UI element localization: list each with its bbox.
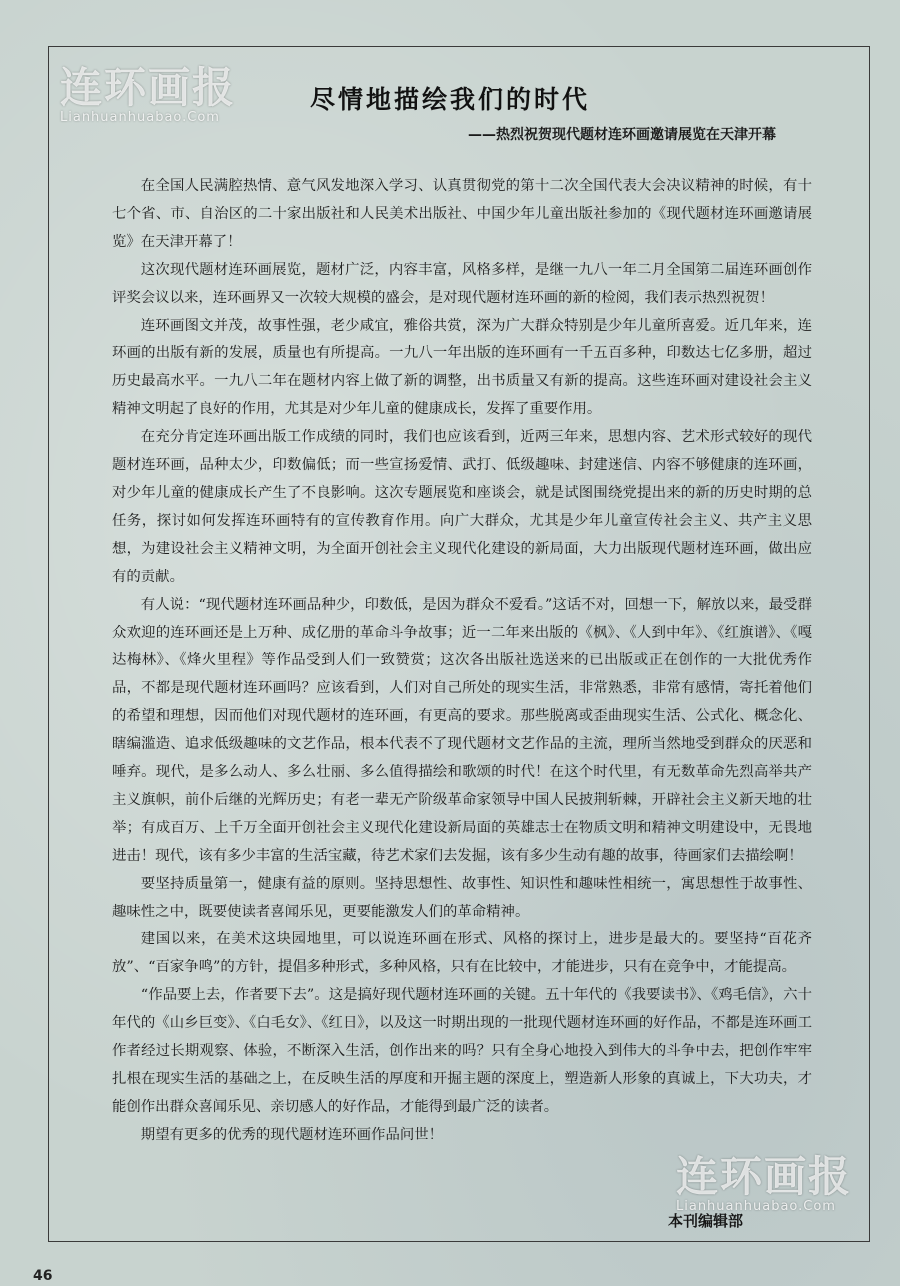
paragraph: 期望有更多的优秀的现代题材连环画作品问世！ — [140, 1126, 444, 1143]
editorial-signature: 本刊编辑部 — [668, 1212, 744, 1230]
article-title: 尽情地描绘我们的时代 — [309, 85, 590, 114]
article-subtitle: ——热烈祝贺现代题材连环画邀请展览在天津开幕 — [468, 127, 776, 143]
page-number: 46 — [33, 1268, 53, 1284]
watermark-url: Lianhuanhuabao.Com — [60, 110, 220, 125]
paragraph: 要坚持质量第一，健康有益的原则。坚持思想性、故事性、知识性和趣味性相统一，寓思想性于故事性、趣味性之中，既要使读者喜闻乐见，更要能激发人们的革命精神。 — [112, 875, 812, 920]
paragraph: 建国以来，在美术这块园地里，可以说连环画在形式、风格的探讨上，进步是最大的。要坚持“百花齐放”、“百家争鸣”的方针，提倡多种形式，多种风格，只有在比较中，才能进步，只有在竞争中，才能提高。 — [112, 931, 812, 976]
paragraph: “作品要上去，作者要下去”。这是搞好现代题材连环画的关键。五十年代的《我要读书》、《鸡毛信》，六十年代的《山乡巨变》、《白毛女》、《红日》，以及这一时期出现的一批现代题材连环画的好作品，不都是连环画工作者经过长期观察、体验，不断深入生活，创作出来的吗？只有全身心地投入到伟大的斗争中去，把创作牢牢扎根在现实生活的基础之上，在反映生活的厚度和开掘主题的深度上，塑造新人形象的真诚上，下大功夫，才能创作出群众喜闻乐见、亲切感人的好作品，才能得到最广泛的读者。 — [112, 987, 812, 1115]
paragraph: 在全国人民满腔热情、意气风发地深入学习、认真贯彻党的第十二次全国代表大会决议精神的时候，有十七个省、市、自治区的二十家出版社和人民美术出版社、中国少年儿童出版社参加的《现代题材连环画邀请展览》在天津开幕了！ — [112, 178, 812, 250]
paragraph: 在充分肯定连环画出版工作成绩的同时，我们也应该看到，近两三年来，思想内容、艺术形式较好的现代题材连环画，品种太少，印数偏低；而一些宣扬爱情、武打、低级趣味、封建迷信、内容不够健康的连环画，对少年儿童的健康成长产生了不良影响。这次专题展览和座谈会，就是试图围绕党提出来的新的历史时期的总任务，探讨如何发挥连环画特有的宣传教育作用。向广大群众，尤其是少年儿童宣传社会主义、共产主义思想，为建设社会主义精神文明，为全面开创社会主义现代化建设的新局面，大力出版现代题材连环画，做出应有的贡献。 — [112, 429, 812, 585]
paragraph: 连环画图文并茂，故事性强，老少咸宜，雅俗共赏，深为广大群众特别是少年儿童所喜爱。近几年来，连环画的出版有新的发展，质量也有所提高。一九八一年出版的连环画有一千五百多种，印数达七亿多册，超过历史最高水平。一九八二年在题材内容上做了新的调整，出书质量又有新的提高。这些连环画对建设社会主义精神文明起了良好的作用，尤其是对少年儿童的健康成长，发挥了重要作用。 — [112, 317, 812, 418]
watermark-url: Lianhuanhuabao.Com — [676, 1199, 836, 1214]
article-body — [112, 173, 812, 1150]
paragraph: 这次现代题材连环画展览，题材广泛，内容丰富，风格多样，是继一九八一年二月全国第二届连环画创作评奖会议以来，连环画界又一次较大规模的盛会，是对现代题材连环画的新的检阅，我们表示热烈祝贺！ — [112, 261, 812, 306]
paragraph: 有人说：“现代题材连环画品种少，印数低，是因为群众不爱看。”这话不对，回想一下，解放以来，最受群众欢迎的连环画还是上万种、成亿册的革命斗争故事；近一二年来出版的《枫》、《人到中年》、《红旗谱》、《嘎达梅林》、《烽火里程》等作品受到人们一致赞赏；这次各出版社选送来的已出版或正在创作的一大批优秀作品，不都是现代题材连环画吗？应该看到，人们对自己所处的现实生活，非常熟悉，非常有感情，寄托着他们的希望和理想，因而他们对现代题材的连环画，有更高的要求。那些脱离或歪曲现实生活、公式化、概念化、瞎编滥造、追求低级趣味的文艺作品，根本代表不了现代题材文艺作品的主流，理所当然地受到群众的厌恶和唾弃。现代，是多么动人、多么壮丽、多么值得描绘和歌颂的时代！在这个时代里，有无数革命先烈高举共产主义旗帜，前仆后继的光辉历史；有老一辈无产阶级革命家领导中国人民披荆斩棘，开辟社会主义新天地的壮举；有成百万、上千万全面开创社会主义现代化建设新局面的英雄志士在物质文明和精神文明建设中，无畏地进击！现代，该有多少丰富的生活宝藏，待艺术家们去发掘，该有多少生动有趣的故事，待画家们去描绘啊！ — [112, 596, 812, 864]
watermark-logo: 连环画报 — [60, 63, 237, 112]
watermark-logo: 连环画报 — [676, 1152, 853, 1201]
